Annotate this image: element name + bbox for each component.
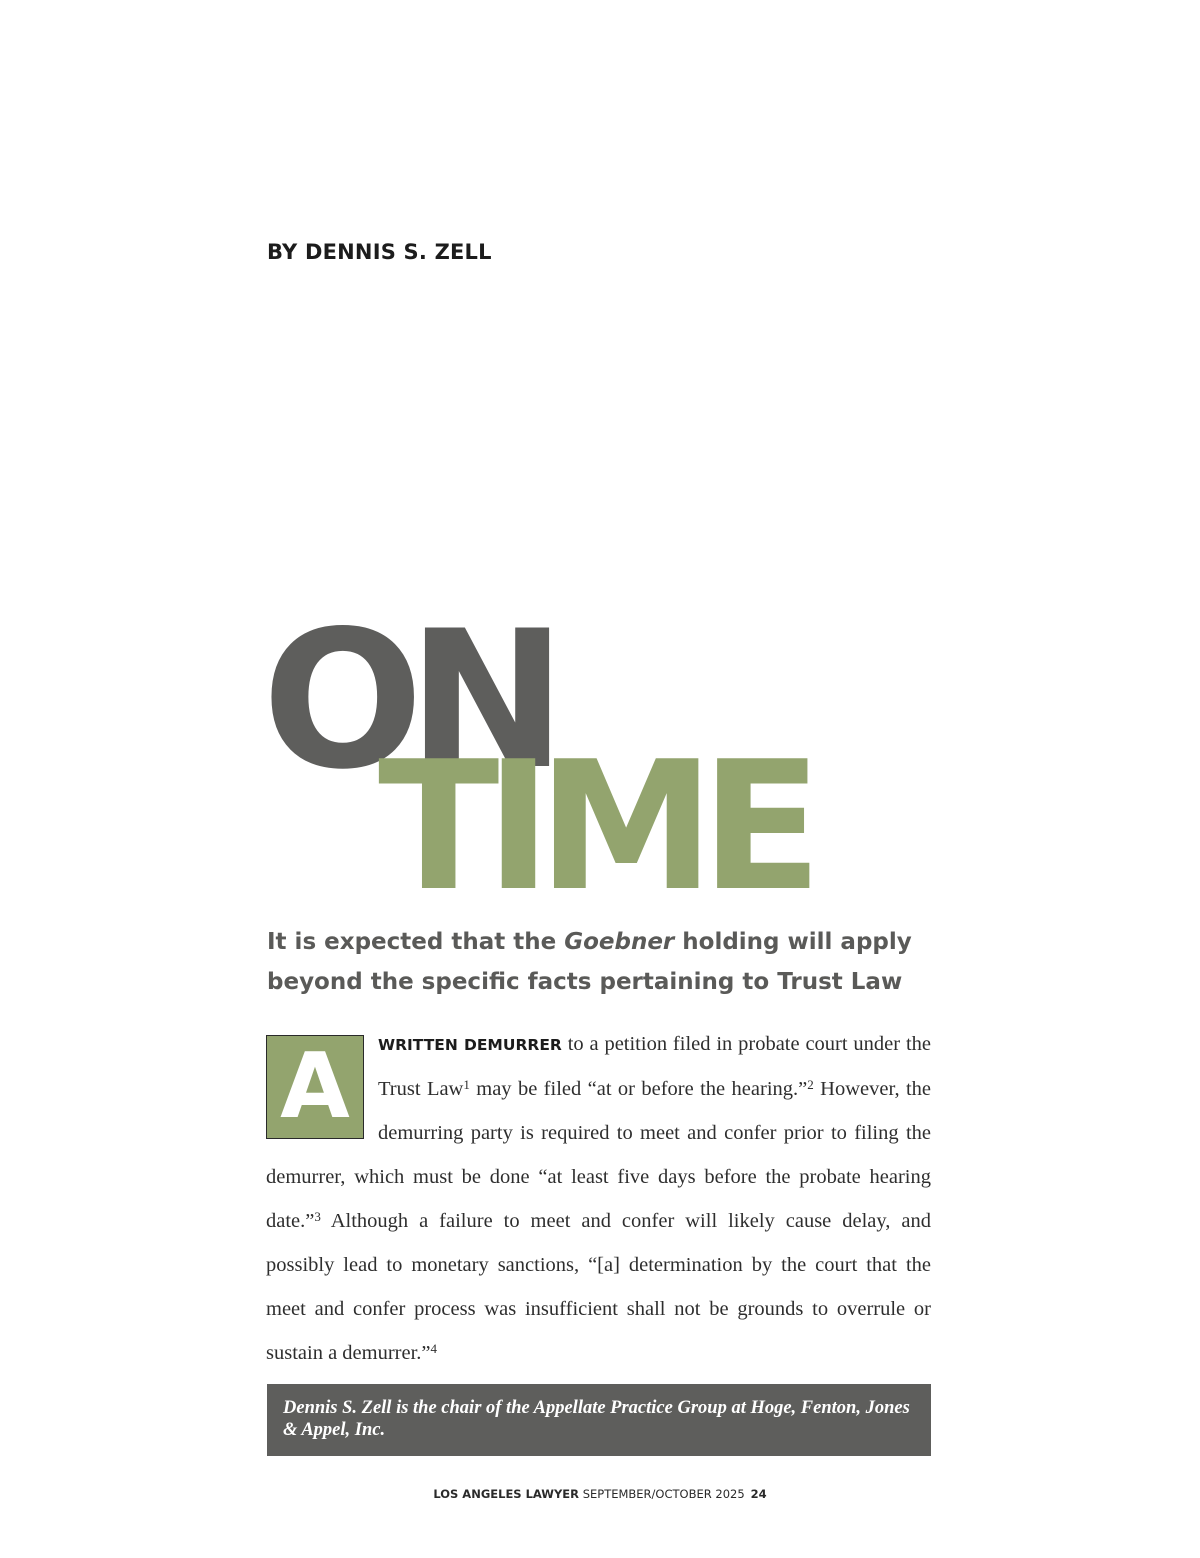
title-line-time: TIME — [378, 723, 809, 930]
drop-cap-spacer — [266, 1022, 378, 1154]
lead-in: WRITTEN DEMURRER — [378, 1036, 562, 1054]
body-sentence-1: to a petition filed in probate court under the Trust Law — [378, 1033, 931, 1100]
body-sentence-2: may be filed “at or before the hearing.” — [469, 1078, 808, 1100]
drop-cap: A — [266, 1035, 364, 1139]
deck-italic-case-name: Goebner — [564, 929, 675, 955]
footer-page-number: 24 — [750, 1487, 767, 1501]
page-footer — [0, 1487, 1200, 1501]
deck-part1: It is expected that the — [267, 929, 565, 955]
deck-part2: holding will apply beyond the specific facts pertaining to Trust Law — [267, 929, 912, 995]
title-line-on: ON — [262, 590, 551, 811]
body-sentence-3: However, the demurring party is required to meet and confer prior to filing the demurrer, which must be done “at least five days before the probate hearing date.” — [266, 1078, 932, 1232]
footnote-ref-2[interactable]: 2 — [807, 1077, 814, 1092]
footer-publication: LOS ANGELES LAWYER — [433, 1487, 580, 1501]
footnote-ref-3[interactable]: 3 — [314, 1209, 321, 1224]
footer-issue: SEPTEMBER/OCTOBER 2025 — [582, 1487, 745, 1501]
author-bio-box: Dennis S. Zell is the chair of the Appellate Practice Group at Hoge, Fenton, Jones & Appel, Inc. — [267, 1384, 931, 1456]
footnote-ref-1[interactable]: 1 — [463, 1077, 470, 1092]
body-paragraph — [266, 1022, 931, 1375]
footnote-ref-4[interactable]: 4 — [430, 1341, 438, 1356]
deck-subtitle — [267, 922, 947, 1002]
byline: BY DENNIS S. ZELL — [267, 240, 492, 264]
body-sentence-4: Although a failure to meet and confer will likely cause delay, and possibly lead to monetary sanctions, “[a] determination by the court that the meet and confer process was insufficient shall not be grounds to overrule or sustain a demurrer.” — [266, 1210, 931, 1364]
